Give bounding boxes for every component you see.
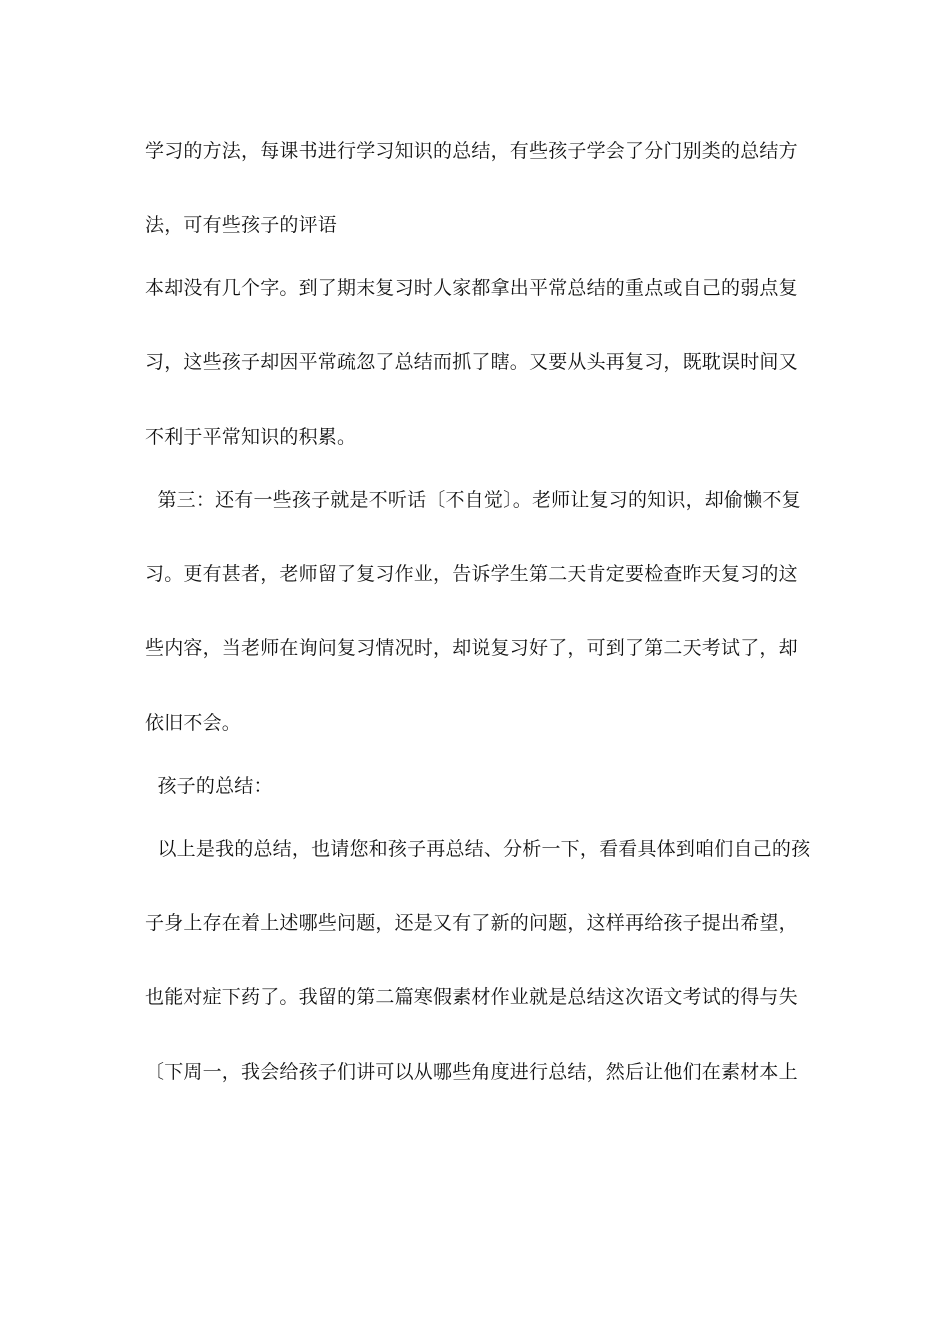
text-line: 〔下周一，我会给孩子们讲可以从哪些角度进行总结，然后让他们在素材本上 [145, 1061, 798, 1083]
text-line: 习。更有甚者，老师留了复习作业，告诉学生第二天肯定要检查昨天复习的这 [145, 563, 798, 585]
text-line: 子身上存在着上述哪些问题，还是又有了新的问题，这样再给孩子提出希望， [145, 912, 798, 934]
text-line: 习，这些孩子却因平常疏忽了总结而抓了瞎。又要从头再复习，既耽误时间又 [145, 351, 798, 373]
text-line: 法，可有些孩子的评语 [145, 214, 338, 236]
paragraph-first-line: 以上是我的总结，也请您和孩子再总结、分析一下，看看具体到咱们自己的孩 [145, 838, 811, 860]
text-line: 依旧不会。 [145, 712, 242, 734]
section-heading: 孩子的总结： [145, 775, 273, 797]
text-line: 本却没有几个字。到了期末复习时人家都拿出平常总结的重点或自己的弱点复 [145, 277, 798, 299]
text-line: 不利于平常知识的积累。 [145, 426, 357, 448]
paragraph-first-line: 第三：还有一些孩子就是不听话〔不自觉〕。老师让复习的知识，却偷懒不复 [145, 489, 801, 511]
text-line: 些内容，当老师在询问复习情况时，却说复习好了，可到了第二天考试了，却 [145, 637, 798, 659]
text-line: 学习的方法，每课书进行学习知识的总结，有些孩子学会了分门别类的总结方 [145, 140, 798, 162]
text-line: 也能对症下药了。我留的第二篇寒假素材作业就是总结这次语文考试的得与失 [145, 986, 798, 1008]
